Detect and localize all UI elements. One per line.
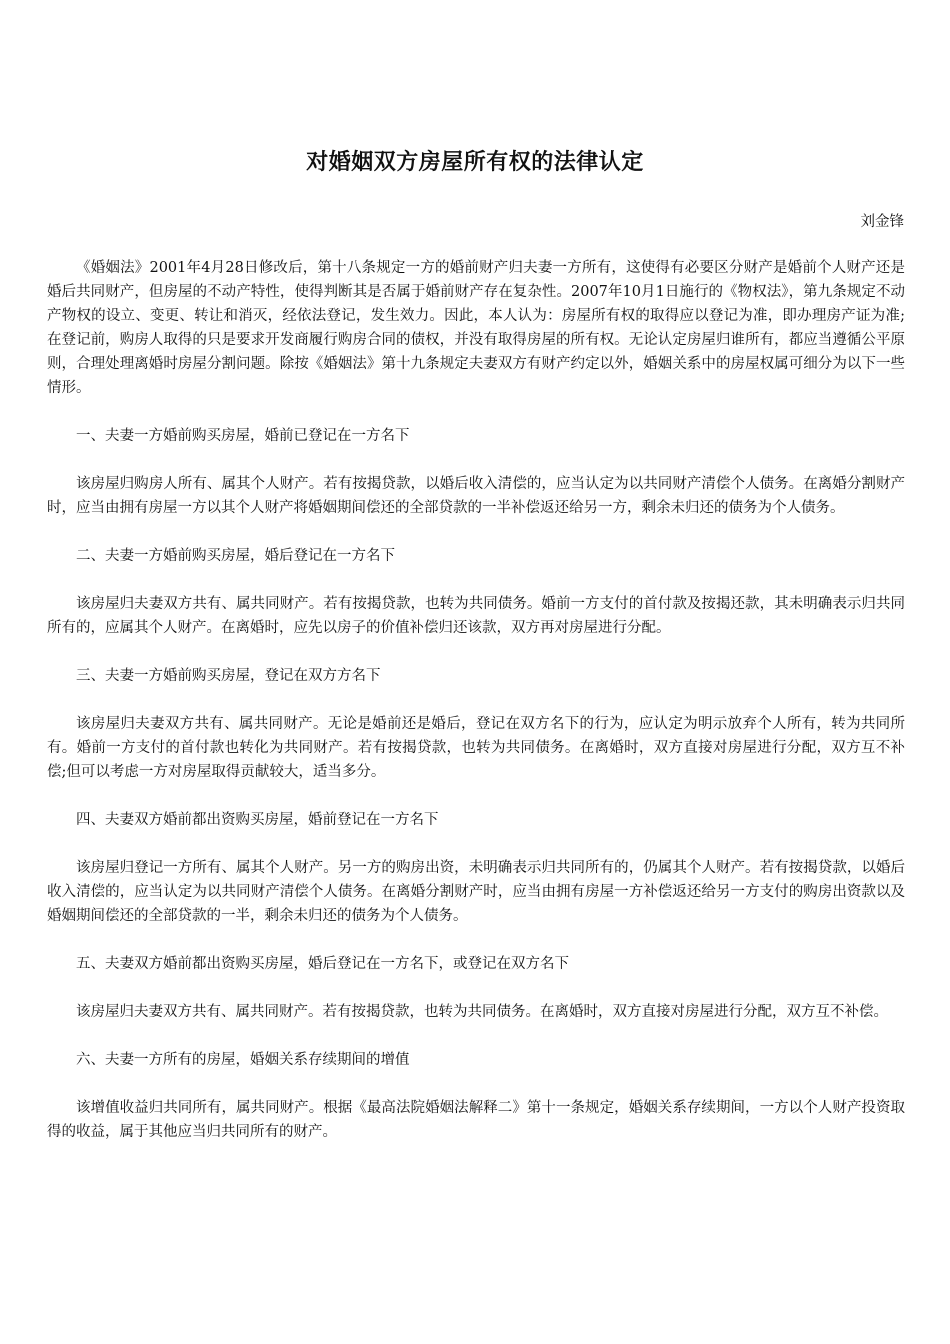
section-heading: 六、夫妻一方所有的房屋，婚姻关系存续期间的增值 <box>76 1052 410 1068</box>
document-body <box>47 256 905 1168</box>
section-paragraph: 该房屋归夫妻双方共有、属共同财产。若有按揭贷款，也转为共同债务。在离婚时，双方直接对房屋进行分配，双方互不补偿。 <box>76 1004 888 1020</box>
section-paragraph: 该房屋归购房人所有、属其个人财产。若有按揭贷款，以婚后收入清偿的，应当认定为以共同财产清偿个人债务。在离婚分割财产时，应当由拥有房屋一方以其个人财产将婚姻期间偿还的全部贷款的一半补偿返还给另一方，剩余未归还的债务为个人债务。 <box>47 476 905 516</box>
section-paragraph: 该房屋归登记一方所有、属其个人财产。另一方的购房出资，未明确表示归共同所有的，仍属其个人财产。若有按揭贷款，以婚后收入清偿的，应当认定为以共同财产清偿个人债务。在离婚分割财产时，应当由拥有房屋一方补偿返还给另一方支付的购房出资款以及婚姻期间偿还的全部贷款的一半，剩余未归还的债务为个人债务。 <box>47 860 905 924</box>
section-heading: 二、夫妻一方婚前购买房屋，婚后登记在一方名下 <box>76 548 395 564</box>
section-paragraph: 该房屋归夫妻双方共有、属共同财产。若有按揭贷款，也转为共同债务。婚前一方支付的首付款及按揭还款，其未明确表示归共同所有的，应属其个人财产。在离婚时，应先以房子的价值补偿归还该款，双方再对房屋进行分配。 <box>47 596 905 636</box>
section-paragraph: 该增值收益归共同所有，属共同财产。根据《最高法院婚姻法解释二》第十一条规定，婚姻关系存续期间，一方以个人财产投资取得的收益，属于其他应当归共同所有的财产。 <box>47 1100 905 1140</box>
section-heading: 一、夫妻一方婚前购买房屋，婚前已登记在一方名下 <box>76 428 410 444</box>
document-title: 对婚姻双方房屋所有权的法律认定 <box>306 150 644 175</box>
section-paragraph: 该房屋归夫妻双方共有、属共同财产。无论是婚前还是婚后，登记在双方名下的行为，应认定为明示放弃个人所有，转为共同所有。婚前一方支付的首付款也转化为共同财产。若有按揭贷款，也转为共同债务。在离婚时，双方直接对房屋进行分配，双方互不补偿;但可以考虑一方对房屋取得贡献较大，适当多分。 <box>47 716 905 780</box>
author-name: 刘金锋 <box>860 214 904 230</box>
intro-paragraph: 《婚姻法》2001年4月28日修改后，第十八条规定一方的婚前财产归夫妻一方所有，这使得有必要区分财产是婚前个人财产还是婚后共同财产，但房屋的不动产特性，使得判断其是否属于婚前财产存在复杂性。2007年10月1日施行的《物权法》，第九条规定不动产物权的设立、变更、转让和消灭，经依法登记，发生效力。因此，本人认为：房屋所有权的取得应以登记为准，即办理房产证为准;在登记前，购房人取得的只是要求开发商履行购房合同的债权，并没有取得房屋的所有权。无论认定房屋归谁所有，都应当遵循公平原则，合理处理离婚时房屋分割问题。除按《婚姻法》第十九条规定夫妻双方有财产约定以外，婚姻关系中的房屋权属可细分为以下一些情形。 <box>47 260 905 396</box>
section-heading: 四、夫妻双方婚前都出资购买房屋，婚前登记在一方名下 <box>76 812 439 828</box>
section-heading: 三、夫妻一方婚前购买房屋，登记在双方方名下 <box>76 668 381 684</box>
section-heading: 五、夫妻双方婚前都出资购买房屋，婚后登记在一方名下，或登记在双方名下 <box>76 956 569 972</box>
